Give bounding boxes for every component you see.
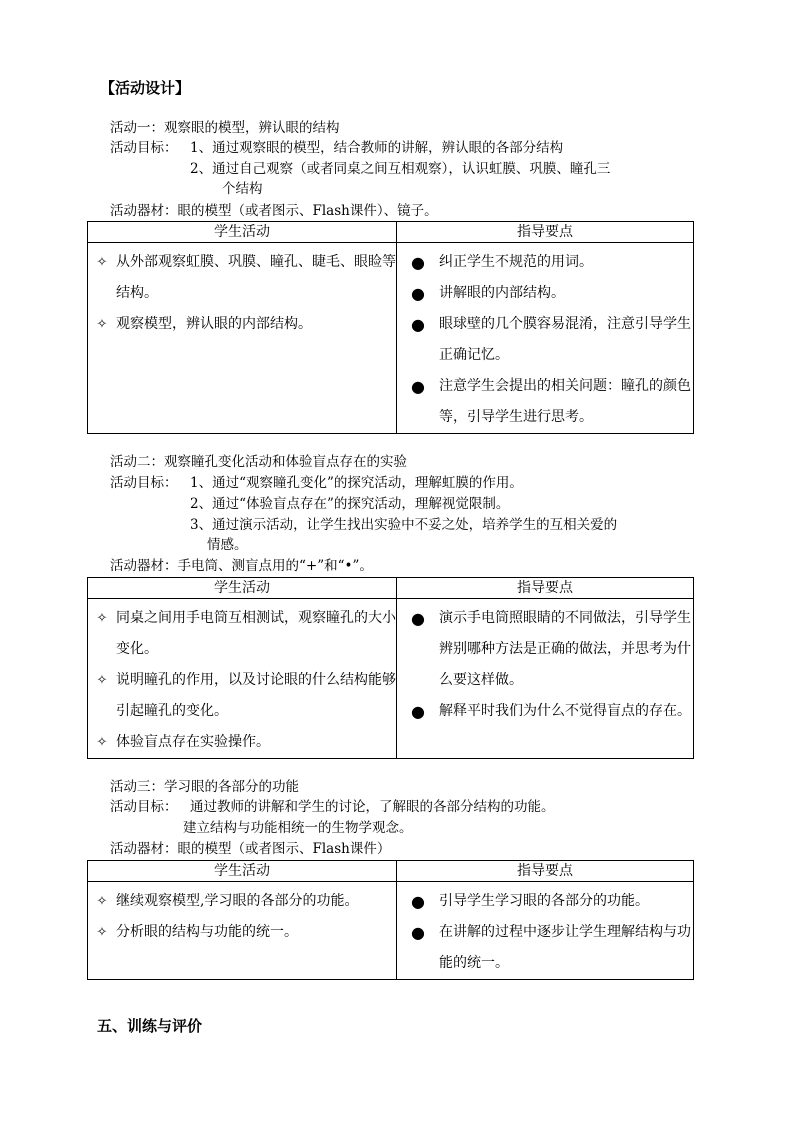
activity2-goal2: 2、通过“体验盲点存在”的探究活动，理解视觉限制。 — [190, 496, 510, 512]
list-item: ● 引导学生学习眼的各部分的功能。 — [397, 886, 693, 917]
student-activity-cell — [88, 599, 397, 759]
next-section-heading: 五、训练与评价 — [97, 1017, 203, 1035]
guidance-cell — [397, 882, 694, 980]
list-item: ✧ 说明瞳孔的作用，以及讨论眼的什么结构能够引起瞳孔的变化。 — [88, 665, 396, 727]
student-activity-cell — [88, 882, 397, 980]
list-item: ● 解释平时我们为什么不觉得盲点的存在。 — [397, 696, 693, 727]
table-header-right: 指导要点 — [397, 578, 694, 599]
diamond-icon: ✧ — [96, 611, 108, 626]
list-item: ● 注意学生会提出的相关问题：瞳孔的颜色等，引导学生进行思考。 — [397, 371, 693, 433]
diamond-icon: ✧ — [96, 925, 108, 940]
activity2-goal1: 1、通过“观察瞳孔变化”的探究活动，理解虹膜的作用。 — [190, 475, 523, 491]
table-header-right: 指导要点 — [397, 222, 694, 243]
list-item: ● 讲解眼的内部结构。 — [397, 278, 693, 309]
list-item: ● 演示手电筒照眼睛的不同做法，引导学生辨别哪种方法是正确的做法，并思考为什么要这样做。 — [397, 603, 693, 696]
section-heading: 【活动设计】 — [100, 79, 191, 97]
activity3-table — [87, 860, 694, 980]
activity3-equipment: 活动器材：眼的模型（或者图示、Flash课件） — [110, 841, 391, 857]
list-item: ✧ 体验盲点存在实验操作。 — [88, 727, 396, 758]
bullet-icon: ● — [411, 253, 425, 272]
list-item: ● 纠正学生不规范的用词。 — [397, 247, 693, 278]
activity2-goal3a: 3、通过演示活动，让学生找出实验中不妥之处，培养学生的互相关爱的 — [190, 517, 618, 533]
activity1-goal1: 1、通过观察眼的模型，结合教师的讲解，辨认眼的各部分结构 — [190, 140, 564, 156]
bullet-icon: ● — [411, 315, 425, 334]
activity3-goal1: 通过教师的讲解和学生的讨论，了解眼的各部分结构的功能。 — [190, 799, 555, 815]
bullet-icon: ● — [411, 923, 425, 942]
activity3-title: 活动三：学习眼的各部分的功能 — [110, 779, 299, 795]
activity1-goal2b: 个结构 — [222, 181, 263, 197]
diamond-icon: ✧ — [96, 735, 108, 750]
diamond-icon: ✧ — [96, 255, 108, 270]
bullet-icon: ● — [411, 377, 425, 396]
list-item: ● 眼球壁的几个膜容易混淆，注意引导学生正确记忆。 — [397, 309, 693, 371]
activity1-title: 活动一：观察眼的模型，辨认眼的结构 — [110, 120, 340, 136]
diamond-icon: ✧ — [96, 317, 108, 332]
table-header-left: 学生活动 — [88, 578, 397, 599]
table-header-left: 学生活动 — [88, 861, 397, 882]
activity2-table — [87, 577, 694, 759]
activity1-goal2a: 2、通过自己观察（或者同桌之间互相观察），认识虹膜、巩膜、瞳孔三 — [190, 161, 611, 177]
bullet-icon: ● — [411, 609, 425, 628]
list-item: ✧ 从外部观察虹膜、巩膜、瞳孔、睫毛、眼睑等结构。 — [88, 247, 396, 309]
table-header-left: 学生活动 — [88, 222, 397, 243]
activity2-equipment: 活动器材：手电筒、测盲点用的“+”和“•”。 — [110, 558, 373, 574]
bullet-icon: ● — [411, 284, 425, 303]
diamond-icon: ✧ — [96, 894, 108, 909]
list-item: ✧ 分析眼的结构与功能的统一。 — [88, 917, 396, 948]
guidance-cell — [397, 243, 694, 434]
activity2-goal3b: 情感。 — [207, 537, 248, 553]
activity1-goal-label: 活动目标： — [110, 140, 178, 156]
activity2-goal-label: 活动目标： — [110, 475, 178, 491]
list-item: ✧ 观察模型，辨认眼的内部结构。 — [88, 309, 396, 340]
activity3-goal2: 建立结构与功能相统一的生物学观念。 — [183, 820, 413, 836]
guidance-cell — [397, 599, 694, 759]
activity3-goal-label: 活动目标： — [110, 799, 178, 815]
list-item: ✧ 同桌之间用手电筒互相测试，观察瞳孔的大小变化。 — [88, 603, 396, 665]
list-item: ✧ 继续观察模型,学习眼的各部分的功能。 — [88, 886, 396, 917]
diamond-icon: ✧ — [96, 673, 108, 688]
bullet-icon: ● — [411, 892, 425, 911]
activity2-title: 活动二：观察瞳孔变化活动和体验盲点存在的实验 — [110, 454, 407, 470]
student-activity-cell — [88, 243, 397, 434]
activity1-table — [87, 221, 694, 434]
table-header-right: 指导要点 — [397, 861, 694, 882]
bullet-icon: ● — [411, 702, 425, 721]
activity1-equipment: 活动器材：眼的模型（或者图示、Flash课件）、镜子。 — [110, 203, 438, 219]
list-item: ● 在讲解的过程中逐步让学生理解结构与功能的统一。 — [397, 917, 693, 979]
